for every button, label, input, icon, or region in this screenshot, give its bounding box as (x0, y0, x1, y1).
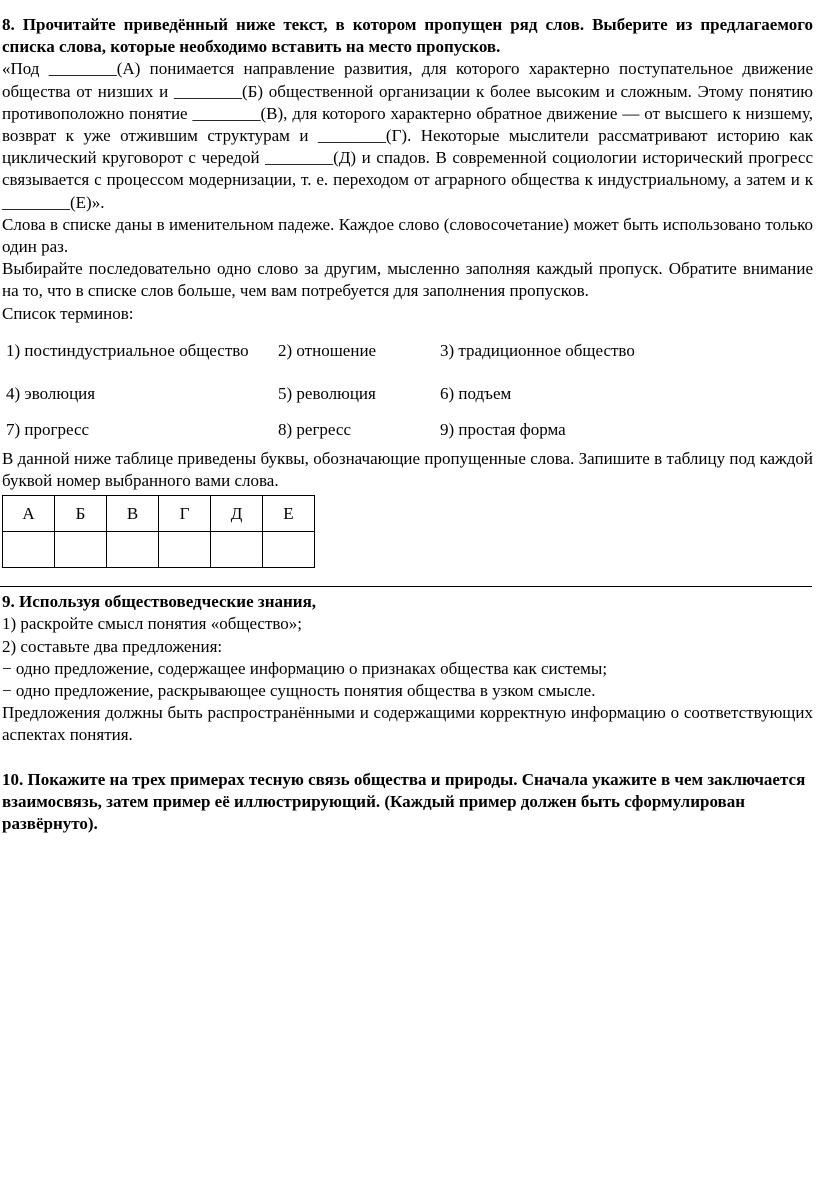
task-10-heading: 10. Покажите на трех примерах тесную связь общества и природы. Сначала укажите в чем заключается взаимосвязь, затем пример её иллюстрирующий. (Каждый пример должен быть сформулирован развёрнуто). (2, 769, 806, 834)
answer-cell[interactable] (159, 532, 211, 568)
task-9-line-3: − одно предложение, содержащее информацию о признаках общества как системы; (2, 658, 608, 678)
answer-cell[interactable] (107, 532, 159, 568)
task-8-instruction-1: Слова в списке даны в именительном падеже. Каждое слово (словосочетание) может быть использовано только один раз. (2, 214, 813, 257)
task-9-line-2: 2) составьте два предложения: (2, 636, 223, 656)
task-8 (0, 14, 816, 568)
letter-cell: В (107, 496, 159, 532)
task-9-line-1: 1) раскройте смысл понятия «общество»; (2, 614, 303, 634)
document-page (0, 14, 816, 835)
term-2: 2) отношение (278, 341, 377, 361)
answer-table (2, 495, 315, 568)
task-9-line-4: − одно предложение, раскрывающее сущность понятия общества в узком смысле. (2, 681, 596, 701)
letter-cell: Б (55, 496, 107, 532)
task-9-heading: 9. Используя обществоведческие знания, (2, 592, 317, 612)
letter-cell: Д (211, 496, 263, 532)
term-9: 9) простая форма (440, 419, 566, 439)
terms-table (2, 327, 662, 448)
terms-title: Список терминов: (2, 303, 134, 323)
answer-input-row (3, 532, 315, 568)
term-5: 5) революция (278, 383, 376, 403)
answer-cell[interactable] (55, 532, 107, 568)
answer-letters-row (3, 496, 315, 532)
section-divider (0, 586, 812, 587)
term-7: 7) прогресс (6, 419, 90, 439)
answer-cell[interactable] (3, 532, 55, 568)
term-1: 1) постиндустриальное общество (6, 341, 249, 361)
task-8-passage: «Под ________(А) понимается направление развития, для которого характерно поступательное движение общества от низших и ________(Б) общественной организации к более высоким и сложным. Этому понятию противоположно понятие ________(В), для которого характерно обратное движение — от высшего к низшему, возврат к уже отжившим структурам и ________(Г). Некоторые мыслители рассматривают историю как циклический круговорот с чередой ________(Д) и спадов. В современной социологии исторический прогресс связывается с процессом модернизации, т. е. переходом от аграрного общества к индустриальному, а затем и к ________(Е)». (2, 59, 813, 212)
task-10 (0, 769, 816, 836)
answer-table-instruction: В данной ниже таблице приведены буквы, обозначающие пропущенные слова. Запишите в таблицу под каждой буквой номер выбранного вами слова. (2, 448, 813, 491)
task-9-line-5: Предложения должны быть распространёнными и содержащими корректную информацию о соответствующих аспектах понятия. (2, 703, 813, 745)
term-6: 6) подъем (440, 383, 512, 403)
letter-cell: А (3, 496, 55, 532)
answer-cell[interactable] (263, 532, 315, 568)
term-4: 4) эволюция (6, 383, 96, 403)
task-9 (0, 591, 816, 746)
task-8-instruction-2: Выбирайте последовательно одно слово за другим, мысленно заполняя каждый пропуск. Обратите внимание на то, что в списке слов больше, чем вам потребуется для заполнения пропусков. (2, 259, 813, 301)
term-8: 8) регресс (278, 419, 351, 439)
term-3: 3) традиционное общество (440, 341, 635, 361)
task-8-heading: 8. Прочитайте приведённый ниже текст, в котором пропущен ряд слов. Выберите из предлагаемого списка слова, которые необходимо вставить на место пропусков. (2, 15, 813, 57)
letter-cell: Е (263, 496, 315, 532)
answer-cell[interactable] (211, 532, 263, 568)
letter-cell: Г (159, 496, 211, 532)
